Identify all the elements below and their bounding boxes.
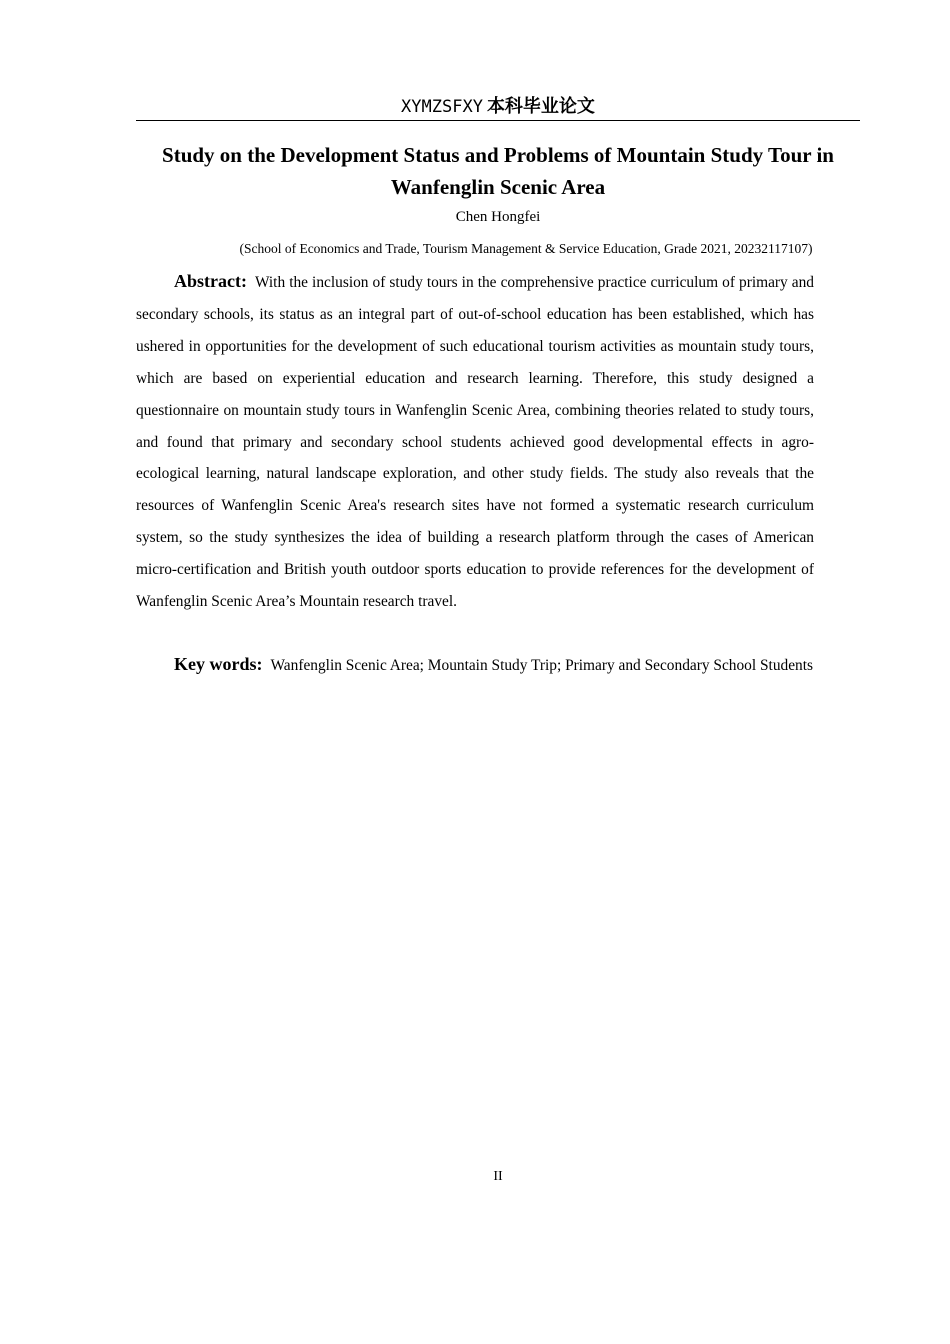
header-chinese-title: 本科毕业论文 <box>486 96 595 117</box>
abstract-label: Abstract: <box>174 271 247 291</box>
abstract-paragraph <box>136 266 814 618</box>
keywords-text: Wanfenglin Scenic Area; Mountain Study Trip; Primary and Secondary School Students <box>270 657 814 674</box>
paper-title: Study on the Development Status and Problems of Mountain Study Tour in Wanfenglin Scenic Area <box>162 143 834 199</box>
author-affiliation: (School of Economics and Trade, Tourism Management & Service Education, Grade 2021, 20232117107) <box>239 241 813 256</box>
running-header <box>136 92 860 121</box>
page-number: II <box>493 1169 503 1184</box>
keywords-label: Key words: <box>174 654 263 674</box>
keywords-paragraph <box>136 649 814 682</box>
header-code: XYMZSFXY <box>401 97 483 117</box>
author-name: Chen Hongfei <box>455 209 541 225</box>
abstract-text: With the inclusion of study tours in the comprehensive practice curriculum of primary and secondary schools, its status as an integral part of out-of-school education has been established, which has ushered in opportunities for the development of such educational tourism activities as mountain study tours, which are based on experiential education and research learning. Therefore, this study designed a questionnaire on mountain study tours in Wanfenglin Scenic Area, combining theories related to study tours, and found that primary and secondary school students achieved good developmental effects in agro-ecological learning, natural landscape exploration, and other study fields. The study also reveals that the resources of Wanfenglin Scenic Area's research sites have not formed a systematic research curriculum system, so the study synthesizes the idea of building a research platform through the cases of American micro-certification and British youth outdoor sports education to provide references for the development of Wanfenglin Scenic Area’s Mountain research travel. <box>136 274 814 611</box>
